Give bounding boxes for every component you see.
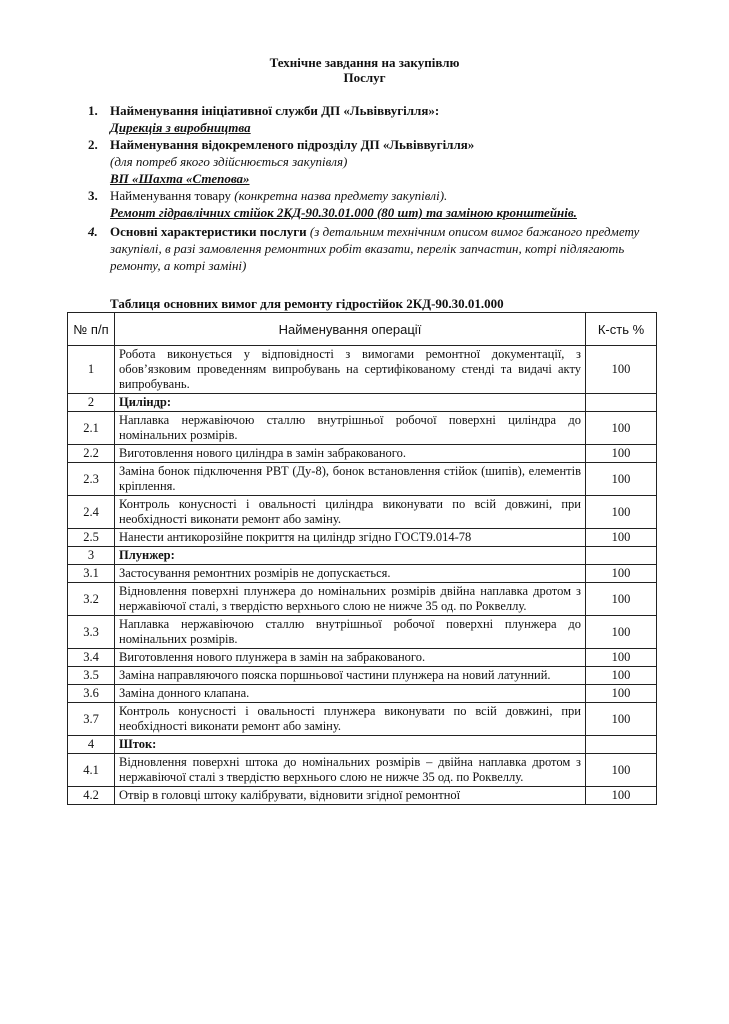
table-row bbox=[68, 754, 657, 787]
row-percent: 100 bbox=[586, 496, 657, 529]
operation-text: Отвір в головці штоку калібрувати, відновити згідної ремонтної bbox=[115, 787, 586, 805]
operation-text: Виготовлення нового циліндра в замін забракованого. bbox=[115, 445, 586, 463]
table-row bbox=[68, 346, 657, 394]
item-value: ВП «Шахта «Степова» bbox=[110, 171, 250, 186]
row-percent bbox=[586, 736, 657, 754]
item-note: (конкретна назва предмету закупівлі). bbox=[234, 188, 448, 203]
row-percent: 100 bbox=[586, 412, 657, 445]
item-label: Найменування відокремленого підрозділу ДП «Львіввугілля» bbox=[110, 137, 475, 152]
list-item bbox=[88, 136, 658, 187]
row-number: 3.2 bbox=[68, 583, 115, 616]
row-percent: 100 bbox=[586, 754, 657, 787]
item-number: 2. bbox=[88, 137, 98, 152]
operation-text: Застосування ремонтних розмірів не допускається. bbox=[115, 565, 586, 583]
table-row bbox=[68, 412, 657, 445]
header-percent: К-сть % bbox=[586, 313, 657, 346]
document-title: Технічне завдання на закупівлю bbox=[269, 55, 460, 70]
row-percent: 100 bbox=[586, 685, 657, 703]
requirements-table bbox=[67, 312, 657, 805]
item-value: Дирекція з виробництва bbox=[110, 120, 251, 135]
operation-text: Відновлення поверхні плунжера до номінальних розмірів двійна наплавка дротом з нержавіючої сталі, з твердістю верхнього слою не нижче 35 од. по Роквеллу. bbox=[115, 583, 586, 616]
item-number: 1. bbox=[88, 103, 98, 118]
section-title: Плунжер: bbox=[115, 547, 586, 565]
item-number: 4. bbox=[88, 224, 98, 239]
row-number: 3.1 bbox=[68, 565, 115, 583]
item-note: (для потреб якого здійснюється закупівля) bbox=[110, 154, 348, 169]
row-number: 3 bbox=[68, 547, 115, 565]
table-row bbox=[68, 565, 657, 583]
table-row bbox=[68, 616, 657, 649]
operation-text: Заміна направляючого пояска поршньової частини плунжера на новий латунний. bbox=[115, 667, 586, 685]
document-subtitle: Послуг bbox=[343, 70, 386, 85]
operation-text: Заміна бонок підключення РВТ (Ду-8), бонок встановлення стійок (шипів), елементів кріплення. bbox=[115, 463, 586, 496]
operation-text: Виготовлення нового плунжера в замін на забракованого. bbox=[115, 649, 586, 667]
row-percent: 100 bbox=[586, 667, 657, 685]
header-number: № п/п bbox=[68, 313, 115, 346]
section-title: Циліндр: bbox=[115, 394, 586, 412]
item-label: Найменування ініціативної служби ДП «Львіввугілля»: bbox=[110, 103, 440, 118]
row-number: 2 bbox=[68, 394, 115, 412]
table-header-row bbox=[68, 313, 657, 346]
operation-text: Нанести антикорозійне покриття на циліндр згідно ГОСТ9.014-78 bbox=[115, 529, 586, 547]
row-number: 3.7 bbox=[68, 703, 115, 736]
table-row bbox=[68, 583, 657, 616]
row-percent bbox=[586, 547, 657, 565]
table-row bbox=[68, 463, 657, 496]
row-number: 1 bbox=[68, 346, 115, 394]
operation-text: Контроль конусності і овальності циліндра виконувати по всій довжині, при необхідності виконати ремонт або заміну. bbox=[115, 496, 586, 529]
operation-text: Відновлення поверхні штока до номінальних розмірів – двійна наплавка дротом з нержавіючої сталі з твердістю верхнього слою не нижче 35 од. по Роквеллу. bbox=[115, 754, 586, 787]
row-number: 2.5 bbox=[68, 529, 115, 547]
table-row bbox=[68, 445, 657, 463]
table-row bbox=[68, 667, 657, 685]
list-item bbox=[88, 102, 658, 136]
row-percent bbox=[586, 394, 657, 412]
operation-text: Заміна донного клапана. bbox=[115, 685, 586, 703]
list-item bbox=[88, 187, 658, 221]
row-number: 4.2 bbox=[68, 787, 115, 805]
requirements-list bbox=[88, 102, 658, 274]
table-row bbox=[68, 496, 657, 529]
table-row bbox=[68, 703, 657, 736]
row-number: 3.4 bbox=[68, 649, 115, 667]
table-row bbox=[68, 787, 657, 805]
table-row bbox=[68, 547, 657, 565]
row-percent: 100 bbox=[586, 445, 657, 463]
row-number: 2.4 bbox=[68, 496, 115, 529]
item-value: Ремонт гідравлічних стійок 2КД-90.30.01.000 (80 шт) та заміною кронштейнів. bbox=[110, 205, 577, 220]
row-percent: 100 bbox=[586, 703, 657, 736]
row-number: 4.1 bbox=[68, 754, 115, 787]
row-percent: 100 bbox=[586, 787, 657, 805]
operation-text: Наплавка нержавіючою сталлю внутрішньої робочої поверхні циліндра до номінальних розмірів. bbox=[115, 412, 586, 445]
operation-text: Контроль конусності і овальності плунжера виконувати по всій довжині, при необхідності виконати ремонт або заміну. bbox=[115, 703, 586, 736]
row-percent: 100 bbox=[586, 463, 657, 496]
row-percent: 100 bbox=[586, 649, 657, 667]
row-percent: 100 bbox=[586, 583, 657, 616]
row-number: 2.1 bbox=[68, 412, 115, 445]
header-operation: Найменування операції bbox=[115, 313, 586, 346]
item-label: Найменування товару bbox=[110, 188, 232, 203]
table-row bbox=[68, 649, 657, 667]
table-row bbox=[68, 736, 657, 754]
row-number: 2.2 bbox=[68, 445, 115, 463]
row-number: 3.3 bbox=[68, 616, 115, 649]
section-title: Шток: bbox=[115, 736, 586, 754]
row-number: 4 bbox=[68, 736, 115, 754]
row-number: 2.3 bbox=[68, 463, 115, 496]
operation-text: Робота виконується у відповідності з вимогами ремонтної документації, з обов’язковим проведенням випробувань на сертифікованому стенді та видачі акту випробувань. bbox=[115, 346, 586, 394]
row-percent: 100 bbox=[586, 529, 657, 547]
item-label: Основні характеристики послуги bbox=[110, 224, 307, 239]
table-row bbox=[68, 394, 657, 412]
table-row bbox=[68, 529, 657, 547]
table-caption: Таблиця основних вимог для ремонту гідростійок 2КД-90.30.01.000 bbox=[110, 296, 504, 311]
row-number: 3.6 bbox=[68, 685, 115, 703]
operation-text: Наплавка нержавіючою сталлю внутрішньої робочої поверхні плунжера до номінальних розмірів. bbox=[115, 616, 586, 649]
row-percent: 100 bbox=[586, 565, 657, 583]
list-item bbox=[88, 223, 658, 274]
row-number: 3.5 bbox=[68, 667, 115, 685]
item-note: (з детальним технічним описом вимог бажаного предмету закупівлі, в разі замовлення ремонтних робіт вказати, перелік запчастин, котрі підлягають ремонту, а котрі заміні) bbox=[110, 224, 640, 273]
row-percent: 100 bbox=[586, 346, 657, 394]
item-number: 3. bbox=[88, 188, 98, 203]
row-percent: 100 bbox=[586, 616, 657, 649]
table-row bbox=[68, 685, 657, 703]
